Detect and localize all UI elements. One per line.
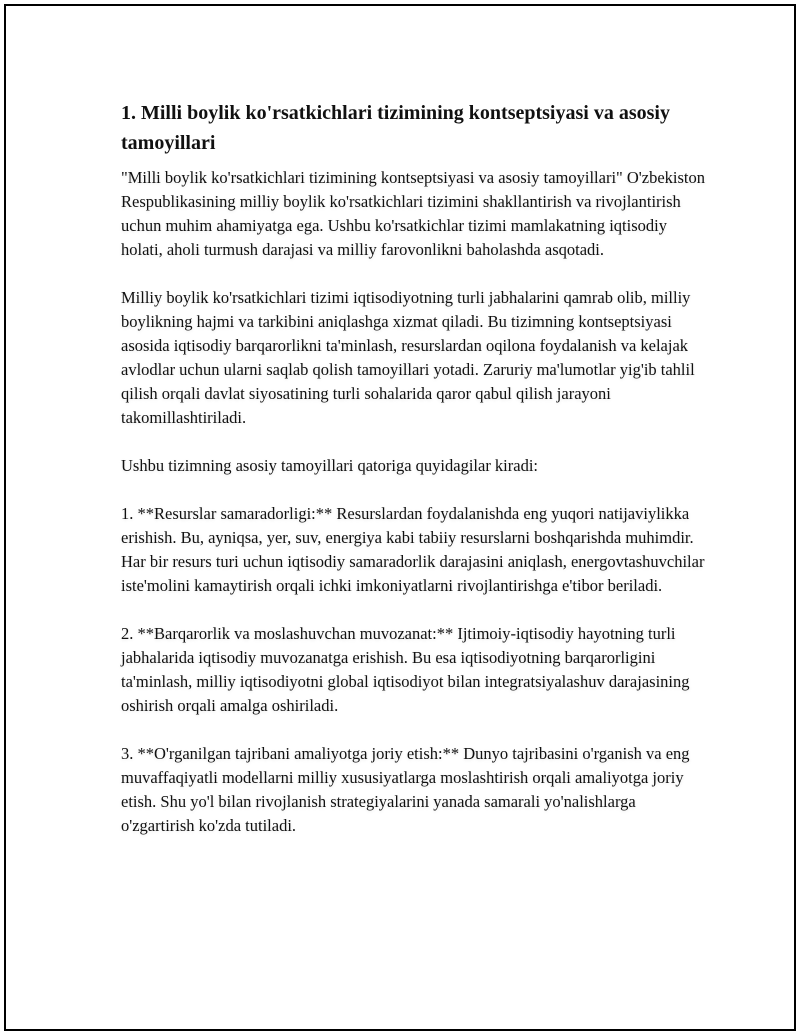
page-frame [4, 4, 796, 1031]
principle-item-2: 2. **Barqarorlik va moslashuvchan muvozanat:** Ijtimoiy-iqtisodiy hayotning turli jabhalarida iqtisodiy muvozanatga erishish. Bu esa iqtisodiyotning barqarorligini ta'minlash, milliy iqtisodiyotni global iqtisodiyot bilan integratsiyalashuv darajasining oshirish orqali amalga oshiriladi. [121, 624, 690, 715]
principle-item-3: 3. **O'rganilgan tajribani amaliyotga joriy etish:** Dunyo tajribasini o'rganish va eng muvaffaqiyatli modellarni milliy xususiyatlarga moslashtirish orqali amaliyotga joriy etish. Shu yo'l bilan rivojlanish strategiyalarini yanada samarali yo'nalishlarga o'zgartirish ko'zda tutiladi. [121, 744, 690, 835]
section-heading: 1. Milli boylik ko'rsatkichlari tizimining kontseptsiyasi va asosiy tamoyillari [121, 102, 670, 154]
intro-paragraph: "Milli boylik ko'rsatkichlari tizimining kontseptsiyasi va asosiy tamoyillari" O'zbekiston Respublikasining milliy boylik ko'rsatkichlari tizimini shakllantirish va rivojlantirish uchun muhim ahamiyatga ega. Ushbu ko'rsatkichlar tizimi mamlakatning iqtisodiy holati, aholi turmush darajasi va milliy farovonlikni baholashda asqotadi. [121, 168, 706, 259]
principles-intro: Ushbu tizimning asosiy tamoyillari qatoriga quyidagilar kiradi: [121, 456, 539, 475]
principle-item-1: 1. **Resurslar samaradorligi:** Resurslardan foydalanishda eng yuqori natijaviylikka erishish. Bu, ayniqsa, yer, suv, energiya kabi tabiiy resurslarni boshqarishda muhimdir. Har bir resurs turi uchun iqtisodiy samaradorlik darajasini aniqlash, energovtashuvchilar iste'molini kamaytirish orqali ichki imkoniyatlarni rivojlantirishga e'tibor beriladi. [121, 504, 705, 595]
document-body [121, 98, 711, 862]
concept-paragraph: Milliy boylik ko'rsatkichlari tizimi iqtisodiyotning turli jabhalarini qamrab olib, milliy boylikning hajmi va tarkibini aniqlashga xizmat qiladi. Bu tizimning kontseptsiyasi asosida iqtisodiy barqarorlikni ta'minlash, resurslardan oqilona foydalanish va kelajak avlodlar uchun ularni saqlab qolish tamoyillari yotadi. Zaruriy ma'lumotlar yig'ib tahlil qilish orqali davlat siyosatining turli sohalarida qaror qabul qilish jarayoni takomillashtiriladi. [121, 288, 695, 427]
